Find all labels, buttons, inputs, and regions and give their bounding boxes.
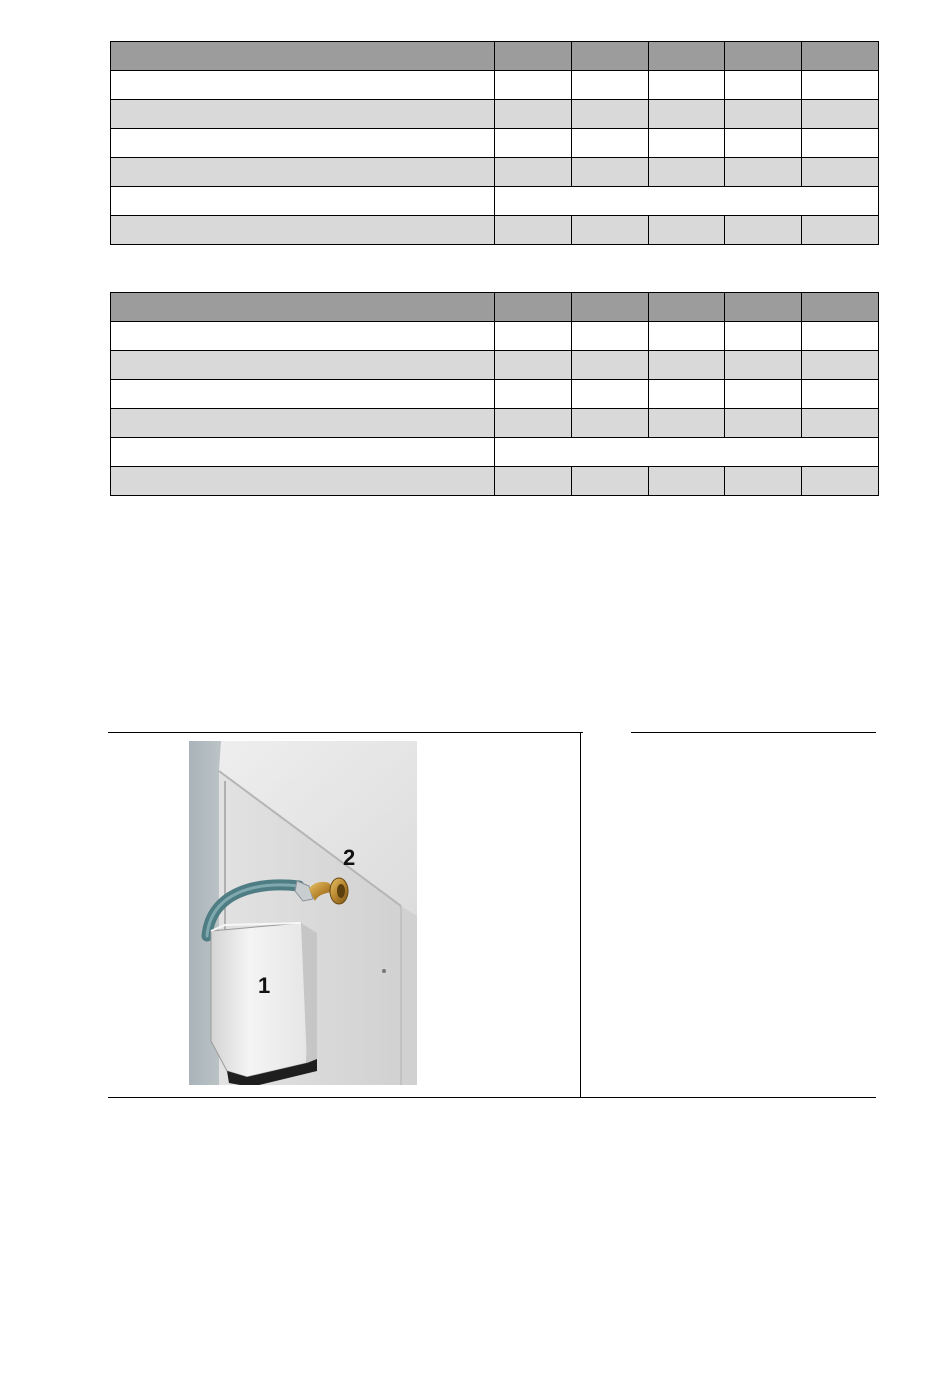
table-row [111,322,879,351]
table-row [111,438,879,467]
spec-table-1 [110,41,879,245]
table-row [111,187,879,216]
device-photo [189,741,417,1085]
table-row [111,100,879,129]
table-header-row [111,42,879,71]
table-row [111,71,879,100]
figure-table [108,732,876,1098]
callout-1: 1 [258,973,271,998]
table-row [111,409,879,438]
border-gap [583,732,631,733]
spec-table-2 [110,292,879,496]
column-divider [580,733,581,1097]
table-row [111,351,879,380]
table-row [111,129,879,158]
table-row [111,380,879,409]
table-header-row [111,293,879,322]
table-row [111,216,879,245]
table-row [111,158,879,187]
callout-2: 2 [343,845,356,870]
table-row [111,467,879,496]
